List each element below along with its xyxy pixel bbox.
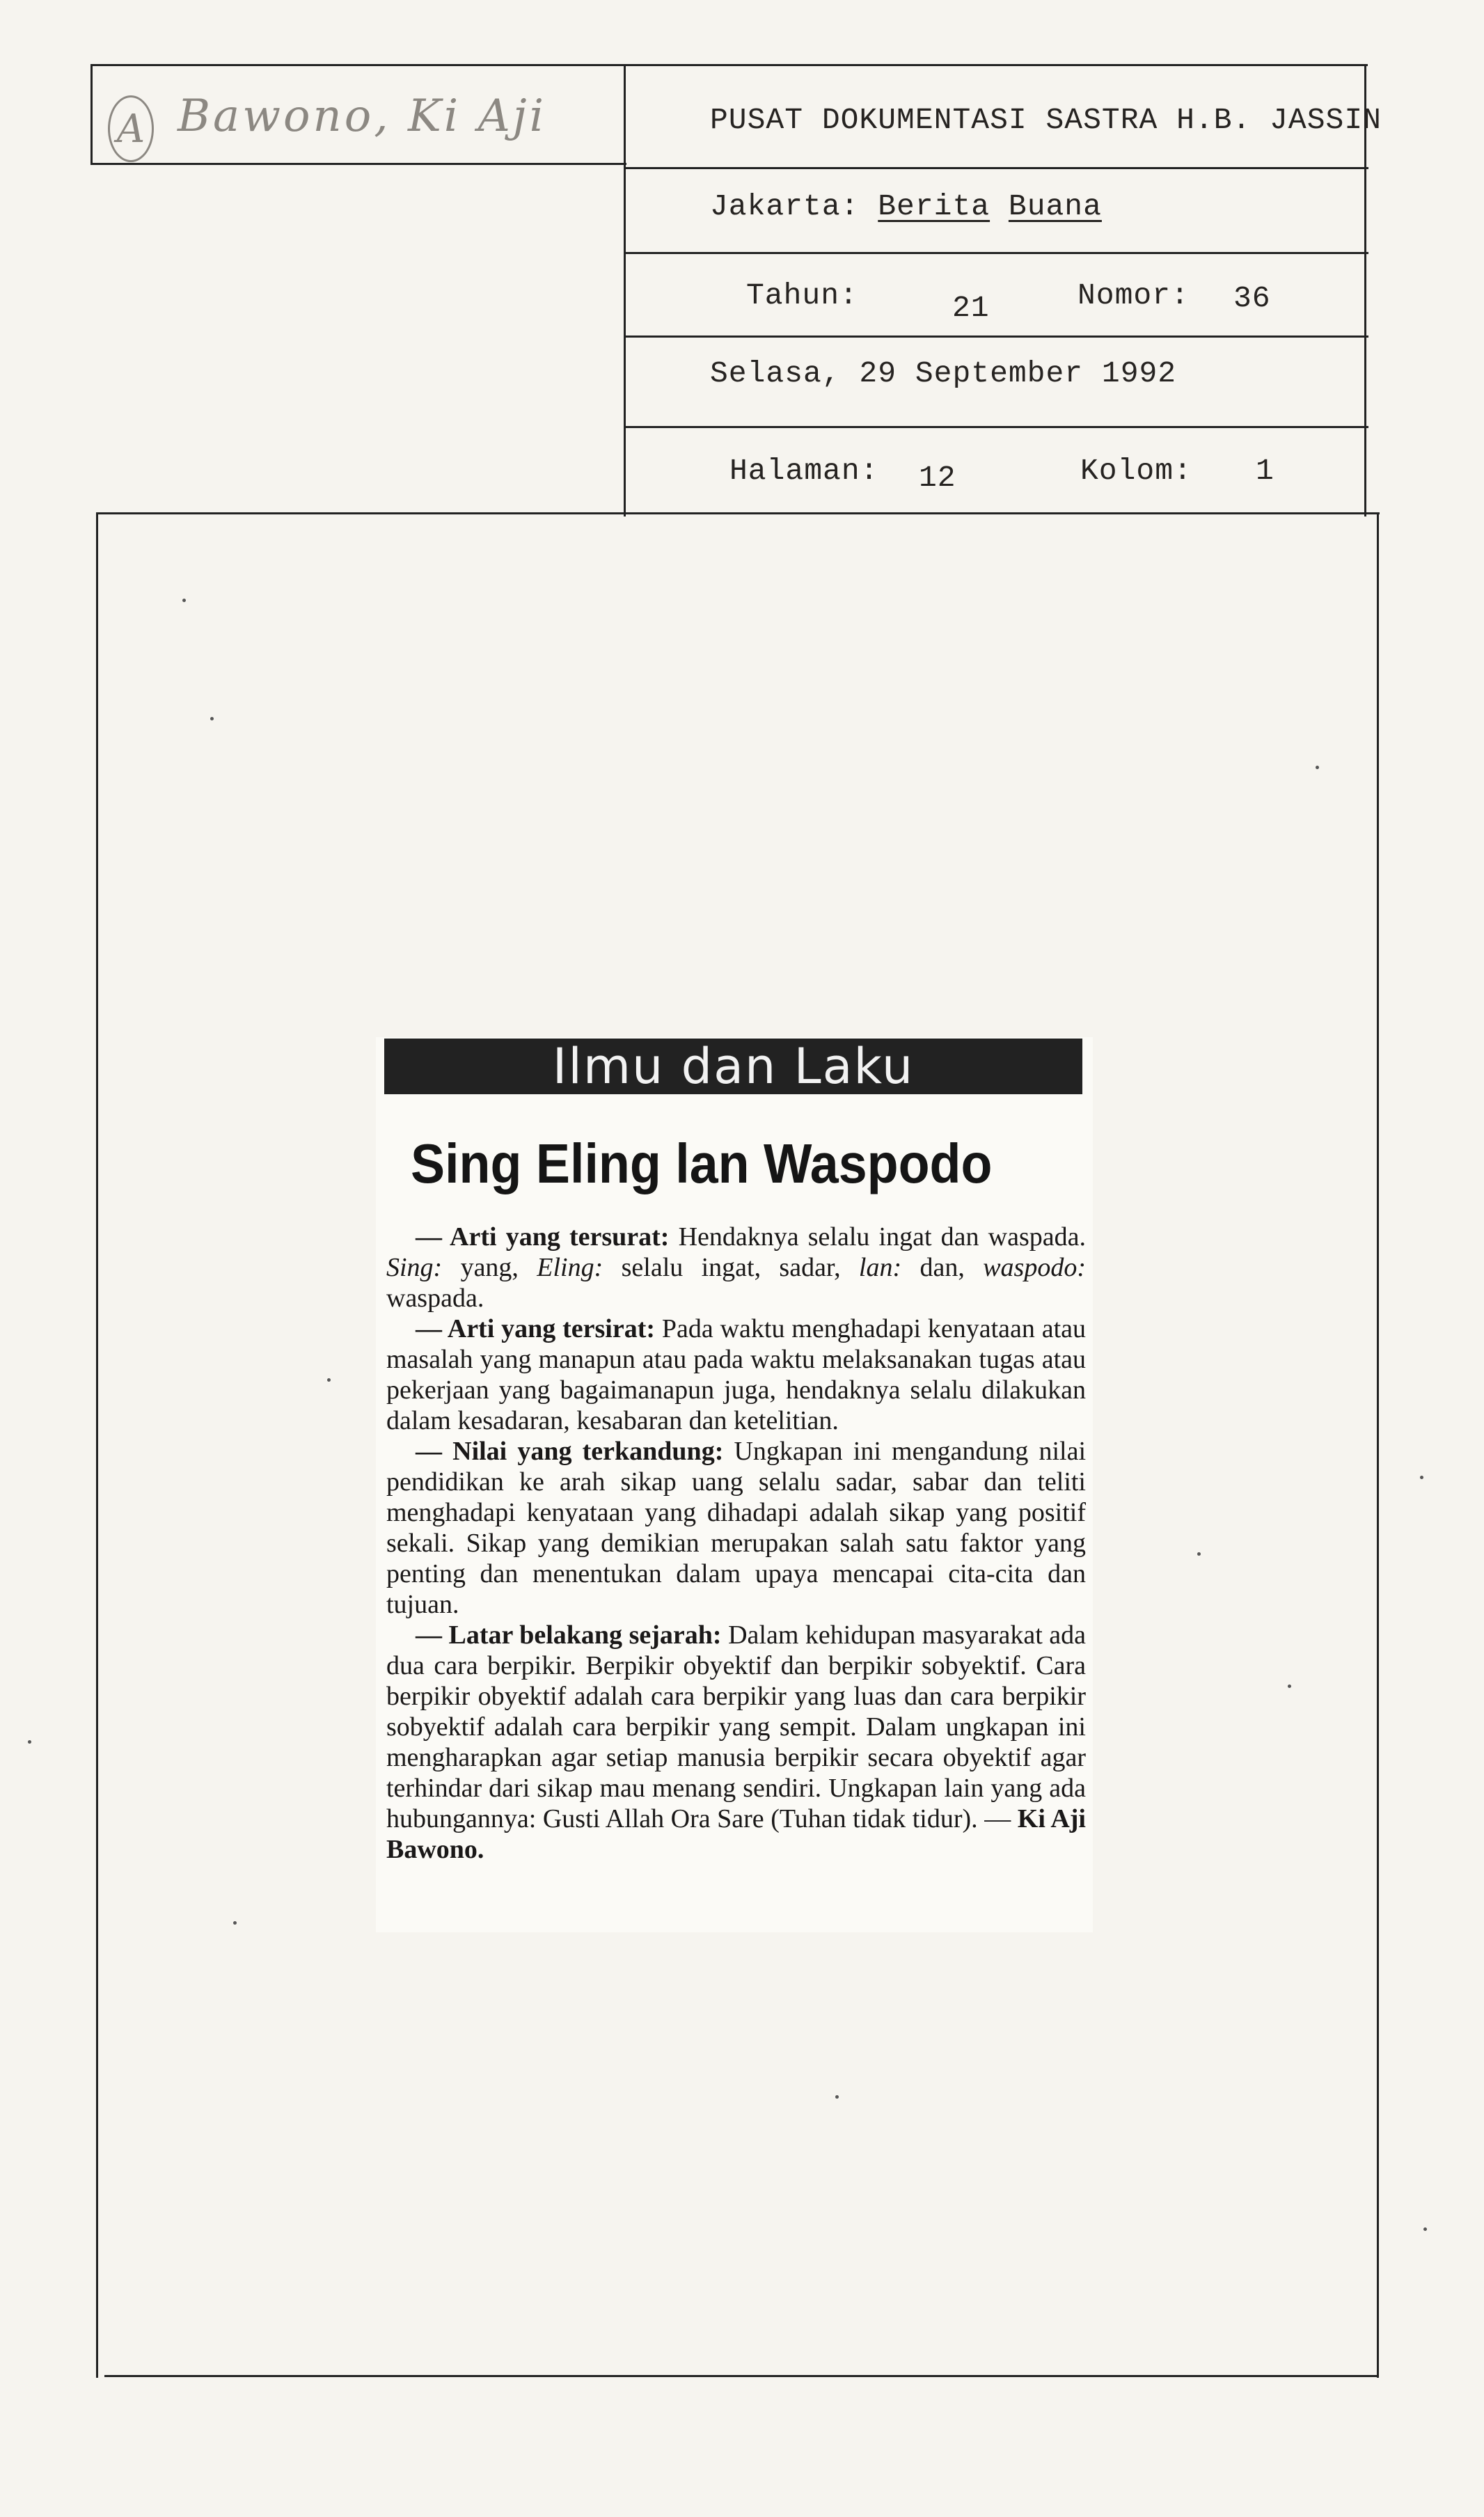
institution-name: PUSAT DOKUMENTASI SASTRA H.B. JASSIN xyxy=(710,103,1382,137)
rubric-banner: Ilmu dan Laku xyxy=(384,1039,1082,1094)
lead-latar-belakang: — Latar belakang sejarah: xyxy=(416,1620,722,1650)
text: selalu ingat, sadar, xyxy=(603,1253,859,1282)
term-eling: Eling: xyxy=(537,1253,603,1282)
text: Ungkapan ini mengandung nilai pendidikan ke arah sikap uang selalu sadar, sabar dan teliti menghadapi kenyataan yang dihadapi adalah sikap yang positif sekali. Sikap yang demikian merupakan salah satu faktor yang penting dan menentukan dalam upaya mencapai cita-cita dan tujuan. xyxy=(386,1437,1086,1619)
paragraph-nilai xyxy=(386,1436,1086,1620)
article-body xyxy=(386,1222,1086,1865)
page-label: Halaman: xyxy=(729,454,879,488)
issue-label: Nomor: xyxy=(1078,278,1190,313)
column-label: Kolom: xyxy=(1080,454,1192,488)
publication-date: Selasa, 29 September 1992 xyxy=(710,356,1177,390)
text: Pada waktu menghadapi kenyataan atau masalah yang manapun atau pada waktu melaksanakan tugas atau pekerjaan yang bagaimanapun juga, hendaknya selalu dilakukan dalam kesadaran, kesabaran dan ketelitian. xyxy=(386,1314,1087,1435)
paragraph-arti-tersurat xyxy=(386,1222,1086,1313)
text: yang, xyxy=(442,1253,537,1282)
publication-word-1: Berita xyxy=(878,189,990,223)
term-lan: lan: xyxy=(858,1253,902,1282)
handwritten-author-note: Bawono, Ki Aji xyxy=(177,90,547,142)
city-label: Jakarta: xyxy=(710,189,860,223)
issue-value: 36 xyxy=(1233,281,1271,315)
text: Hendaknya selalu ingat dan waspada. xyxy=(669,1222,1086,1252)
article-headline: Sing Eling lan Waspodo xyxy=(411,1133,993,1194)
paragraph-arti-tersirat xyxy=(386,1313,1086,1436)
handwritten-circle-mark: A xyxy=(108,95,154,162)
lead-nilai: — Nilai yang terkandung: xyxy=(416,1437,724,1466)
year-label: Tahun: xyxy=(746,278,858,313)
publication-line xyxy=(710,189,1102,223)
text: Dalam kehidupan masyarakat ada dua cara berpikir. Berpikir obyektif dan berpikir sobyektif. Cara berpikir obyektif adalah cara berpikir yang luas dan cara berpikir sobyektif adalah cara berpikir yang sempit. Dalam ungkapan ini mengharapkan agar setiap manusia berpikir secara obyektif agar terhindar dari sikap mau menang sendiri. Ungkapan lain yang ada hubungannya: Gusti Allah Ora Sare (Tuhan tidak tidur). — xyxy=(386,1620,1087,1833)
lead-arti-tersirat: — Arti yang tersirat: xyxy=(416,1314,656,1343)
term-sing: Sing: xyxy=(386,1253,443,1282)
lead-arti-tersurat: — Arti yang tersurat: xyxy=(416,1222,670,1252)
page-value: 12 xyxy=(919,461,956,495)
text: dan, xyxy=(901,1253,984,1282)
text: waspada. xyxy=(386,1284,484,1313)
column-value: 1 xyxy=(1256,454,1274,488)
publication-word-2: Buana xyxy=(1008,189,1102,223)
paragraph-latar-belakang xyxy=(386,1620,1086,1865)
author-byline: Ki Aji Bawono. xyxy=(386,1804,1086,1864)
year-value: 21 xyxy=(952,291,990,325)
term-waspodo: waspodo: xyxy=(983,1253,1086,1282)
